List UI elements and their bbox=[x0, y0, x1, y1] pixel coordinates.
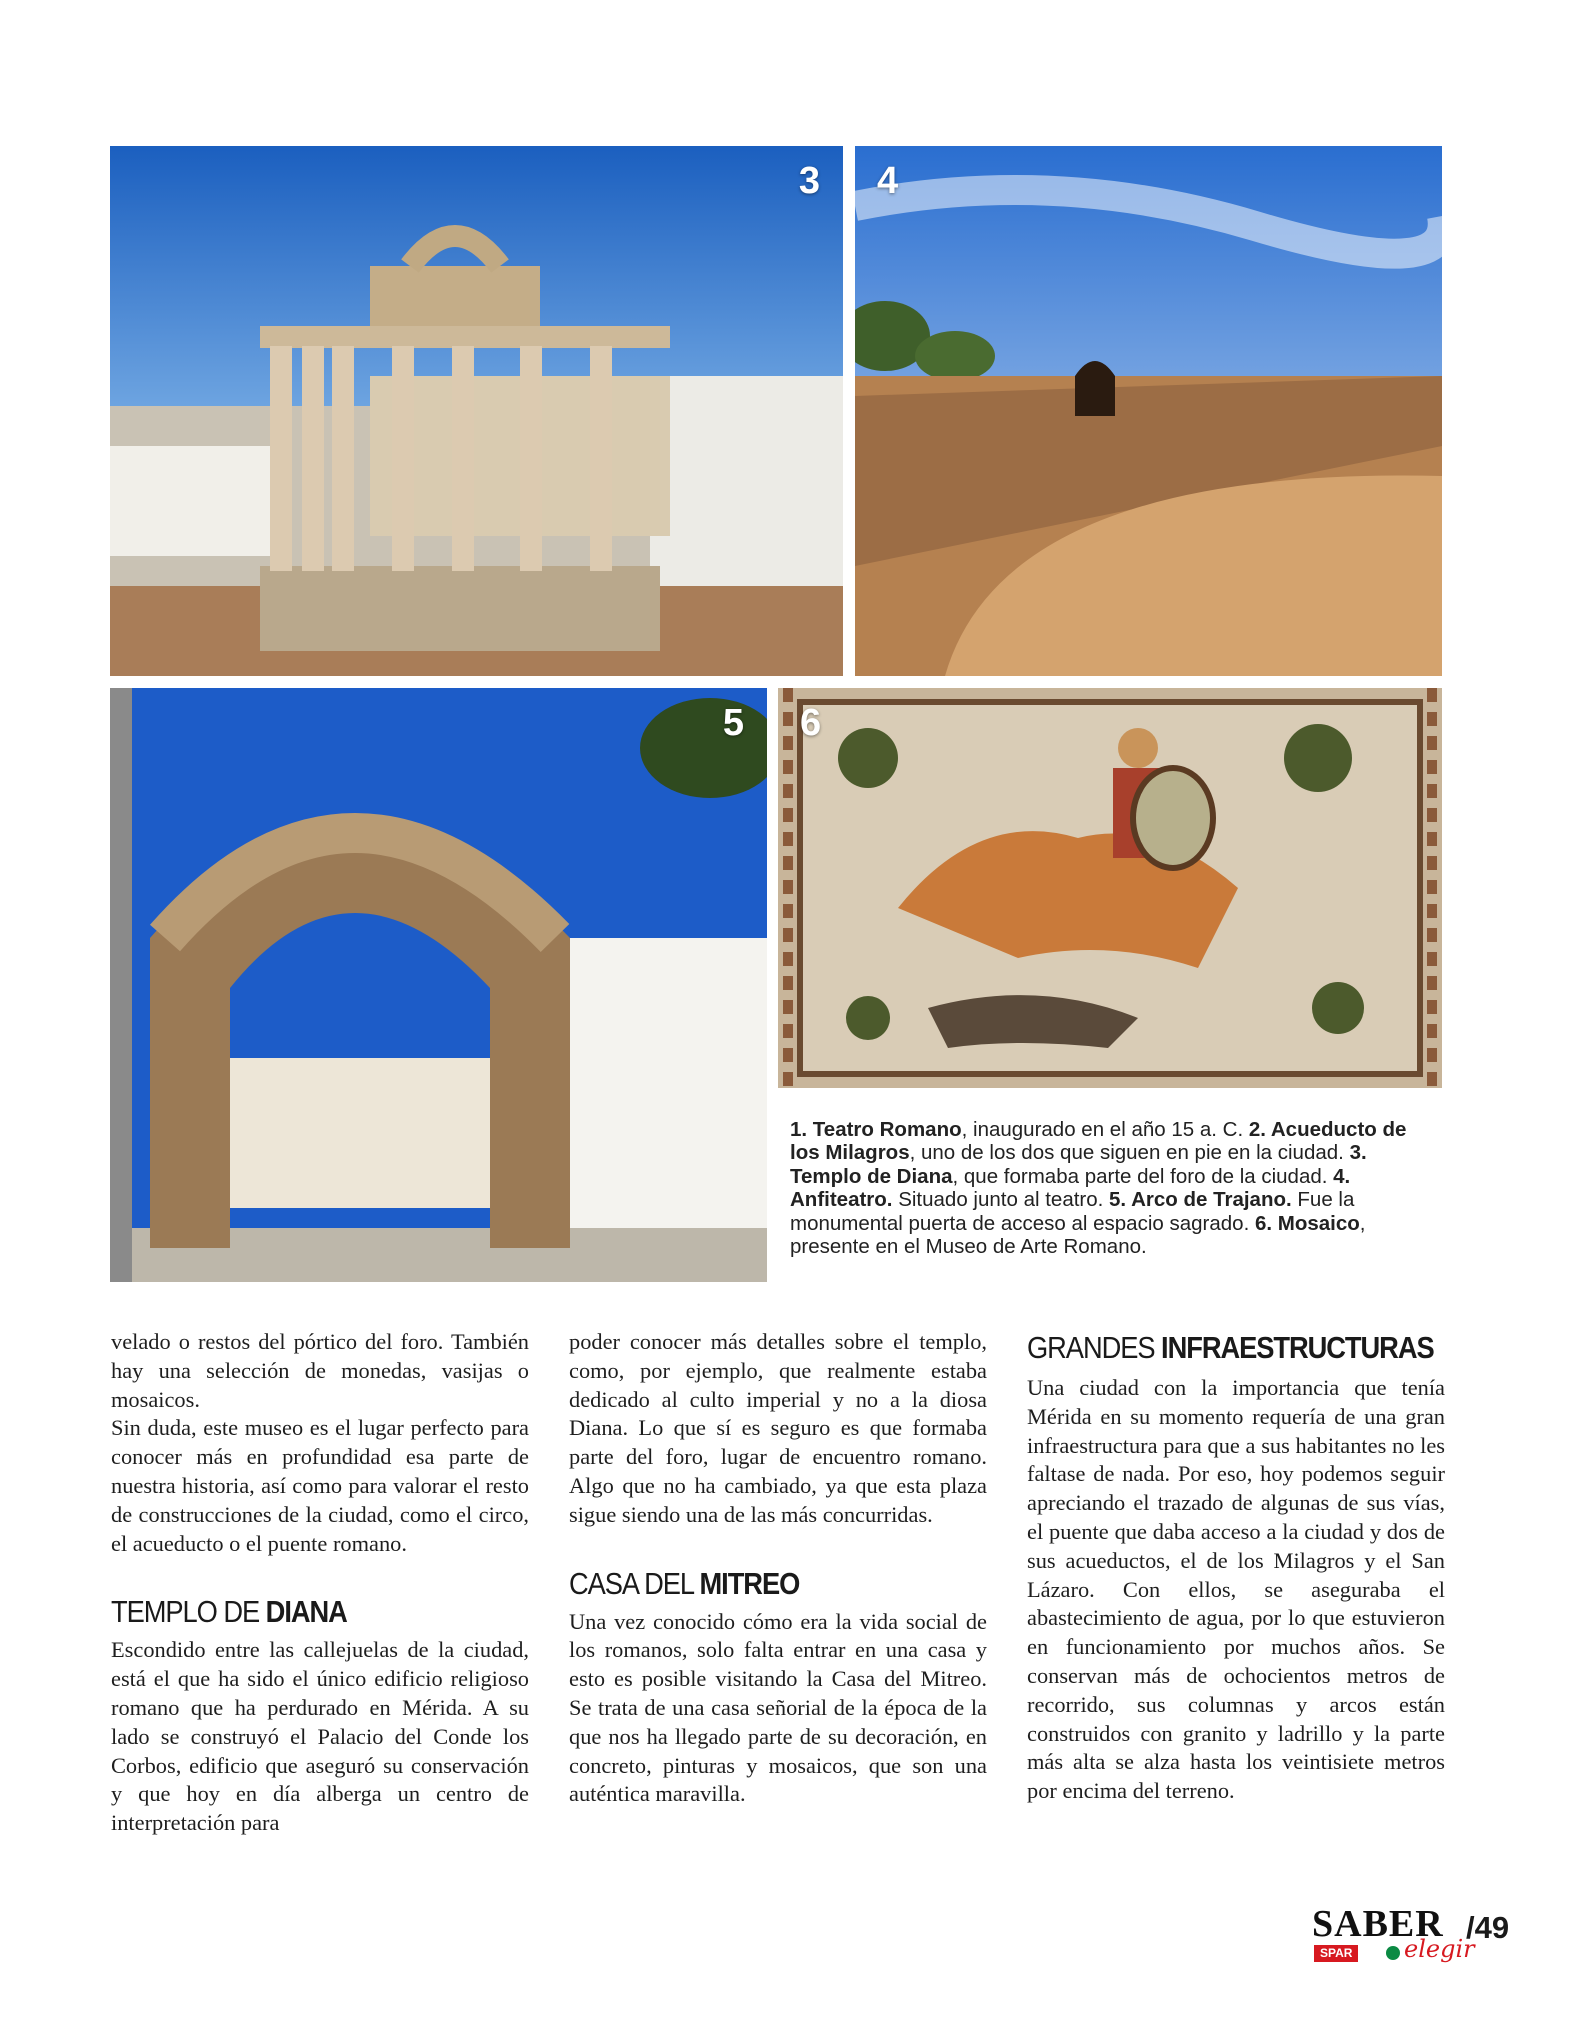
photo-caption bbox=[790, 1118, 1440, 1258]
arch-illustration bbox=[110, 688, 767, 1282]
section-heading-templo-de-diana bbox=[111, 1592, 479, 1632]
photo-number: 3 bbox=[798, 160, 821, 202]
logo-elegir: elegir bbox=[1404, 1935, 1475, 1963]
amphitheatre-illustration bbox=[855, 146, 1442, 676]
body-paragraph: Una ciudad con la importancia que tenía Mérida en su momento requería de una gran infraestructura para que a sus habitantes no les faltase de nada. Por eso, hoy podemos seguir apreciando el trazado de algunas de sus vías, el puente que daba acceso a la ciudad y dos de sus acueductos, el de los Milagros y el San Lázaro. Con ellos, se aseguraba el abastecimiento de agua, por lo que estuvieron en funcionamiento por muchos años. Se conservan más de ochocientos metros de recorrido, sus columnas y arcos están construidos con granito y ladrillo y la parte más alta se alza hasta los veintisiete metros por encima del terreno. bbox=[1027, 1375, 1445, 1804]
article-column-2 bbox=[569, 1328, 987, 1809]
caption-text: , presente en el Museo de Arte Romano. bbox=[790, 1211, 1366, 1259]
caption-label: 5. Arco de Trajano. bbox=[1109, 1188, 1292, 1212]
mosaic-illustration bbox=[778, 688, 1442, 1088]
logo-spar-badge: SPAR bbox=[1314, 1945, 1358, 1962]
article-column-3 bbox=[1027, 1328, 1445, 1806]
caption-text: Situado junto al teatro. bbox=[892, 1188, 1110, 1212]
logo-saber: SABER bbox=[1312, 1903, 1444, 1945]
body-paragraph: Una vez conocido cómo era la vida social de los romanos, solo falta entrar en una casa y esto es posible visitando la Casa del Mitreo. Se trata de una casa señorial de la época de la que nos ha llegado parte de su decoración, en concreto, pinturas y mosaicos, que son una auténtica maravilla. bbox=[569, 1608, 987, 1807]
photo-number: 4 bbox=[877, 160, 900, 202]
body-paragraph: poder conocer más detalles sobre el templo, como, por ejemplo, que realmente estaba dedicado al culto imperial y no a la diosa Diana. Lo que sí es seguro es que formaba parte del foro, lugar de encuentro romano. Algo que no ha cambiado, ya que esta plaza sigue siendo una de las más concurridas. bbox=[569, 1329, 987, 1527]
caption-text: , inaugurado en el año 15 a. C. bbox=[961, 1118, 1249, 1141]
caption-text: , que formaba parte del foro de la ciudad. bbox=[952, 1164, 1334, 1188]
temple-illustration bbox=[110, 146, 843, 676]
page-number: /49 bbox=[1466, 1910, 1510, 1945]
photo-number: 6 bbox=[800, 702, 823, 744]
photo-anfiteatro bbox=[855, 146, 1442, 676]
caption-label: 1. Teatro Romano bbox=[790, 1118, 962, 1141]
caption-text: , uno de los dos que siguen en pie en la ciudad. bbox=[909, 1141, 1350, 1165]
caption-text: Fue la monumental puerta de acceso al espacio sagrado. bbox=[790, 1188, 1355, 1235]
heading-light: GRANDES bbox=[1027, 1330, 1162, 1365]
photo-number: 5 bbox=[722, 702, 745, 744]
heading-light: CASA DEL bbox=[569, 1565, 700, 1601]
caption-label: 2. Acueducto de los Milagros bbox=[790, 1118, 1407, 1165]
body-paragraph: Sin duda, este museo es el lugar perfecto para conocer más en profundidad esa parte de nuestra historia, así como para valorar el resto de construcciones de la ciudad, como el circo, el acueducto o el puente romano. bbox=[111, 1415, 529, 1556]
caption-label: 4. Anfiteatro. bbox=[790, 1164, 1351, 1212]
article-column-1 bbox=[111, 1328, 529, 1838]
section-heading-grandes-infraestructuras bbox=[1027, 1328, 1434, 1368]
photo-arco-de-trajano bbox=[110, 688, 767, 1282]
heading-bold: INFRAESTRUCTURAS bbox=[1161, 1330, 1434, 1365]
body-paragraph: velado o restos del pórtico del foro. También hay una selección de monedas, vasijas o mosaicos. bbox=[111, 1329, 529, 1412]
heading-bold: MITREO bbox=[699, 1565, 800, 1601]
section-heading-casa-del-mitreo bbox=[569, 1564, 937, 1604]
heading-bold: DIANA bbox=[265, 1594, 347, 1630]
photo-mosaico bbox=[778, 688, 1442, 1088]
spar-leaf-icon bbox=[1386, 1946, 1400, 1960]
body-paragraph: Escondido entre las callejuelas de la ciudad, está el que ha sido el único edificio religioso romano que ha perdurado en Mérida. A su lado se construyó el Palacio del Conde los Corbos, edificio que aseguró su conservación y que hoy en día alberga un centro de interpretación para bbox=[111, 1637, 529, 1836]
caption-label: 3. Templo de Diana bbox=[790, 1141, 1367, 1188]
saber-elegir-logo bbox=[1312, 1903, 1475, 1965]
heading-light: TEMPLO DE bbox=[111, 1594, 266, 1630]
photo-templo-de-diana bbox=[110, 146, 843, 676]
caption-label: 6. Mosaico bbox=[1254, 1211, 1360, 1235]
